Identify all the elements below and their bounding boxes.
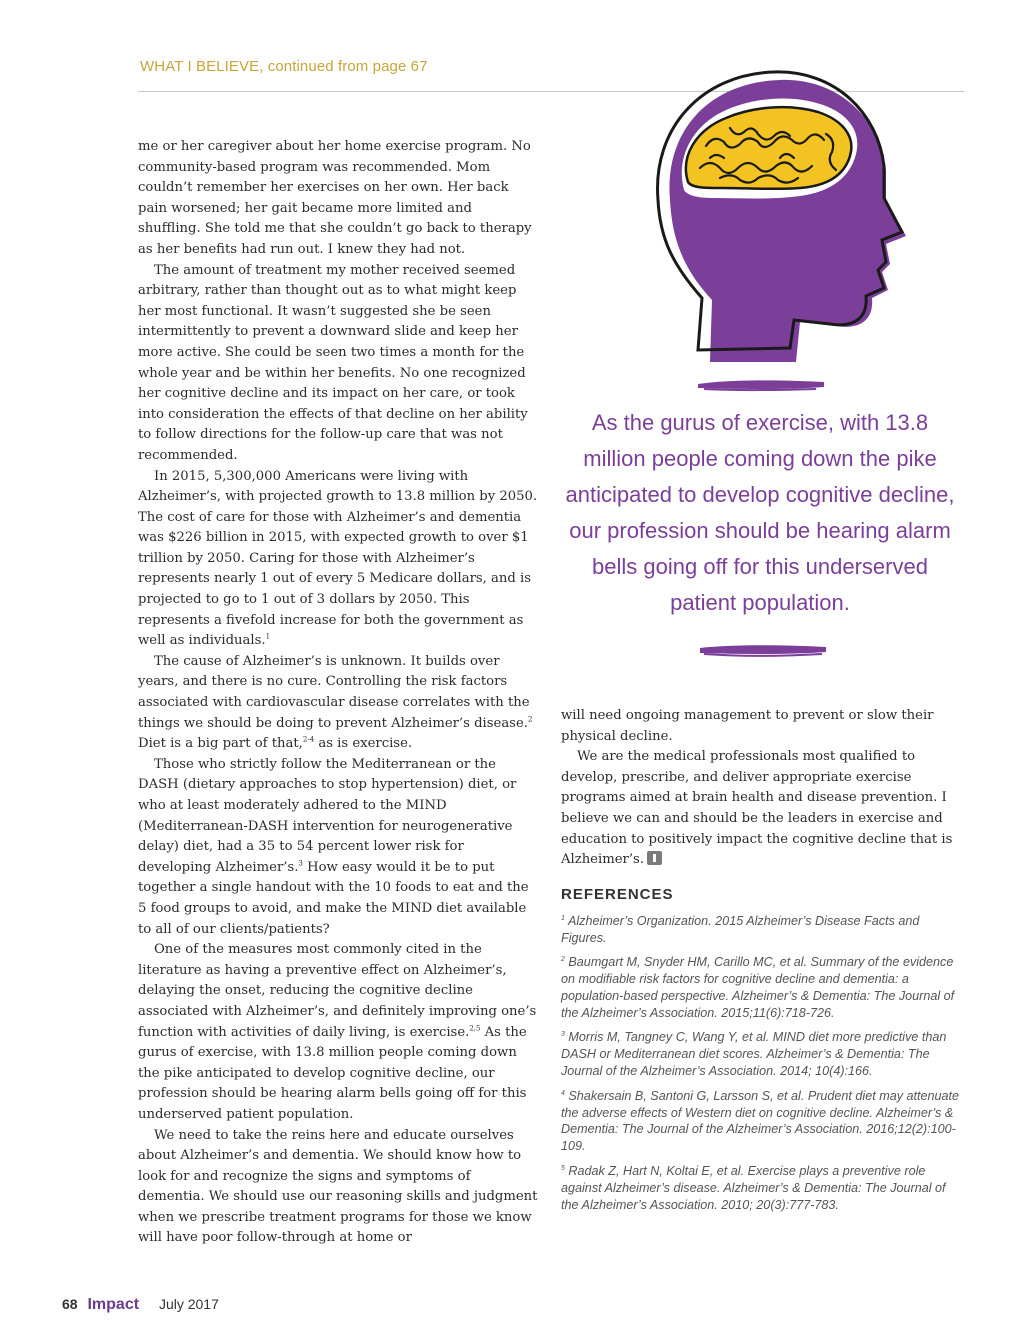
body-paragraph: We are the medical professionals most qualified to develop, prescribe, and deliver appropriate exercise programs aimed at brain health and disease prevention. I believe we can and should be the leaders in exercise and education to positively impact the cognitive decline that is Alzheimer’s. [561,749,953,868]
references-list [561,913,961,1221]
left-column [138,137,538,1249]
citation: 1 [265,632,271,641]
citation: 2-4 [302,735,315,744]
magazine-brand: Impact [87,1296,140,1313]
pull-quote-top-bar [694,376,828,394]
page-footer [62,1296,219,1314]
issue-date: July 2017 [158,1296,219,1312]
body-paragraph: The cause of Alzheimer’s is unknown. It builds over years, and there is no cure. Controlling the risk factors associated with cardiovascular disease correlates with the things we should be doing to prevent Alzheimer’s disease.$^2$ Diet is a big part of that,$^{2-4}$ as is exercise. [138,653,533,752]
reference-item: $^5$ Radak Z, Hart N, Koltai E, et al. Exercise plays a preventive role against Alzheimer’s disease. Alzheimer’s & Dementia: The Journal of the Alzheimer’s Association. 2010; 20(3):777-783. [561,1163,946,1212]
page-number: 68 [62,1296,78,1312]
citation: 2,5 [469,1024,481,1033]
end-of-article-icon [647,851,662,865]
reference-item: $^1$ Alzheimer’s Organization. 2015 Alzheimer’s Disease Facts and Figures. [561,914,920,945]
pull-quote: As the gurus of exercise, with 13.8 million people coming down the pike anticipated to develop cognitive decline, our profession should be hearing alarm bells going off for this underserved patient population. [565,410,955,615]
body-paragraph: Those who strictly follow the Mediterranean or the DASH (dietary approaches to stop hypertension) diet, or who at least moderately adhered to the MIND (Mediterranean-DASH intervention for neurogenerative delay) diet, had a 35 to 54 percent lower risk for developing Alzheimer’s.$^3$ How easy would it be to put together a single handout with the 10 foods to eat and the 5 food groups to avoid, and make the MIND diet available to all of our clients/patients? [138,756,529,937]
body-paragraph: will need ongoing management to prevent or slow their physical decline. [561,708,934,744]
citation: 2 [527,715,533,724]
running-head: WHAT I BELIEVE, continued from page 67 [140,58,428,75]
reference-item: $^2$ Baumgart M, Snyder HM, Carillo MC, et al. Summary of the evidence on modifiable risk factors for cognitive decline and dementia: a population-based perspective. Alzheimer’s & Dementia: The Journal of the Alzheimer’s Association. 2015;11(6):718-726. [561,955,955,1021]
head-brain-illustration [650,50,910,370]
body-paragraph: One of the measures most commonly cited in the literature as having a preventive effect on Alzheimer’s, delaying the onset, reducing the cognitive decline associated with Alzheimer’s, and definitely improving one’s function with activities of daily living, is exercise.$^{2,5}$ As the gurus of exercise, with 13.8 million people coming down the pike anticipated to develop cognitive decline, our profession should be hearing alarm bells going off for this underserved patient population. [138,942,537,1122]
right-column [561,706,961,871]
references-heading: REFERENCES [561,886,674,903]
pull-quote-bottom-bar [696,640,830,660]
reference-item: $^4$ Shakersain B, Santoni G, Larsson S, et al. Prudent diet may attenuate the adverse effects of Western diet on cognitive decline. Alzheimer’s & Dementia: The Journal of the Alzheimer’s Association. 2016;12(2):100-109. [561,1088,960,1154]
reference-item: $^3$ Morris M, Tangney C, Wang Y, et al. MIND diet more predictive than DASH or Mediterranean diet scores. Alzheimer’s & Dementia: The Journal of the Alzheimer’s Association. 2014; 10(4):166. [561,1030,947,1079]
body-paragraph: We need to take the reins here and educate ourselves about Alzheimer’s and dementia. We should know how to look for and recognize the signs and symptoms of dementia. We should use our reasoning skills and judgment when we prescribe treatment programs for those we know will have poor follow-through at home or [138,1127,538,1246]
body-paragraph: The amount of treatment my mother received seemed arbitrary, rather than thought out as to what might keep her most functional. It wasn’t suggested she be seen intermittently to prevent a downward slide and keep her more active. She could be seen two times a month for the whole year and be within her benefits. No one recognized her cognitive decline and its impact on her care, or took into consideration the effects of that decline on her ability to follow directions for the follow-up care that was not recommended. [138,262,528,463]
body-paragraph: me or her caregiver about her home exercise program. No community-based program was recommended. Mom couldn’t remember her exercises on her own. Her back pain worsened; her gait became more limited and shuffling. She told me that she couldn’t go back to therapy as her benefits had run out. I knew they had not. [138,139,532,257]
body-paragraph: In 2015, 5,300,000 Americans were living with Alzheimer’s, with projected growth to 13.8 million by 2050. The cost of care for those with Alzheimer’s and dementia was $226 billion in 2015, with expected growth to over $1 trillion by 2050. Caring for those with Alzheimer’s represents nearly 1 out of every 5 Medicare dollars, and is projected to go to 1 out of 3 dollars by 2050. This represents a fivefold increase for both the government as well as individuals.$^1$ [138,468,538,649]
citation: 3 [298,859,303,868]
